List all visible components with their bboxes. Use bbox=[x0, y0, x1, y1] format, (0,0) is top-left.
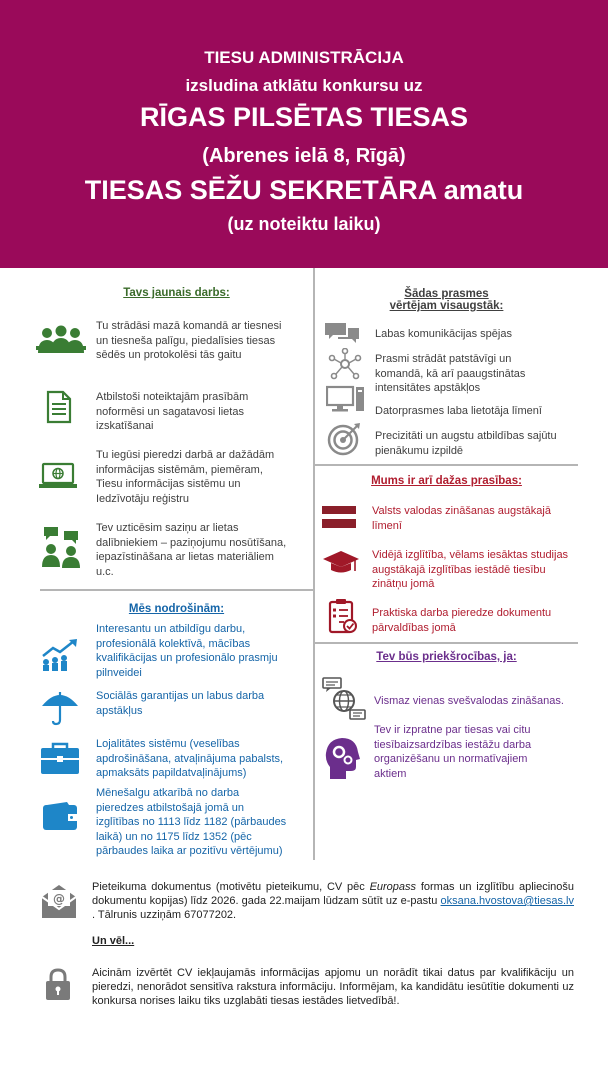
offer-item-3: Lojalitātes sistēmu (veselības apdrošināšana, atvaļinājuma pabalsts, apmaksāts papildatvaļinājums) bbox=[96, 738, 284, 779]
briefcase-icon bbox=[40, 741, 80, 780]
laptop-globe-icon bbox=[38, 462, 78, 495]
umbrella-icon bbox=[40, 688, 80, 731]
work-item-2: Atbilstoši noteiktajām prasībām noformēsi un sagatavosi lietas izskatīšanai bbox=[96, 391, 249, 432]
growth-chart-icon bbox=[40, 638, 80, 677]
header-address: (Abrenes ielā 8, Rīgā) bbox=[202, 145, 406, 167]
europass-term: Europass bbox=[369, 881, 417, 893]
work-item-3: Tu iegūsi pieredzi darbā ar dažādām informācijas sistēmām, piemēram, Tiesu informācijas sistēmu un Iedzīvotāju reģistru bbox=[96, 449, 275, 505]
requirements-item-1: Valsts valodas zināšanas augstākajā līmenī bbox=[372, 505, 551, 532]
conversation-icon bbox=[40, 525, 82, 574]
right-section-divider-2 bbox=[315, 642, 578, 644]
more-info-title: Un vēl... bbox=[92, 935, 135, 947]
header-announcement: izsludina atklātu konkursu uz bbox=[185, 76, 423, 95]
skills-item-4: Precizitāti un augstu atbildības sajūtu pienākumu izpildē bbox=[375, 430, 557, 457]
skills-item-2: Prasmi strādāt patstāvīgi un komandā, kā arī paaugstinātas intensitātes apstākļos bbox=[375, 353, 526, 394]
wallet-icon bbox=[42, 801, 78, 836]
requirements-section-title: Mums ir arī dažas prasības: bbox=[371, 475, 522, 487]
advantages-item-2: Tev ir izpratne par tiesas vai citu tiesībaizsardzības iestāžu darba organizēšanu un normatīvajiem aktiem bbox=[374, 724, 532, 780]
offer-item-4: Mēnešalgu atkarībā no darba pieredzes atbilstošajā jomā un izglītības no 1113 līdz 1182 (pārbaudes laikā) un no 1175 līdz 1352 (pēc pārbaudes laika ar pozitīvu vērtējumu) bbox=[96, 787, 287, 857]
svg-text:@: @ bbox=[53, 892, 65, 906]
languages-globe-icon bbox=[322, 677, 366, 726]
padlock-icon bbox=[44, 967, 72, 1006]
work-item-1: Tu strādāsi mazā komandā ar tiesnesi un tiesneša palīgu, piedalīsies tiesas sēdēs un protokolēsi tās gaitu bbox=[96, 320, 282, 361]
latvian-flag-icon bbox=[322, 506, 356, 533]
header-court-name: RĪGAS PILSĒTAS TIESAS bbox=[139, 102, 469, 132]
graduation-cap-icon bbox=[322, 549, 360, 580]
header-organization: TIESU ADMINISTRĀCIJA bbox=[204, 48, 404, 67]
target-icon bbox=[327, 422, 361, 461]
skills-item-1: Labas komunikācijas spējas bbox=[375, 328, 512, 340]
header-term: (uz noteiktu laiku) bbox=[227, 214, 381, 234]
skills-item-3: Datorprasmes laba lietotāja līmenī bbox=[375, 405, 542, 417]
header-banner bbox=[0, 0, 608, 268]
offer-section-title: Mēs nodrošinām: bbox=[128, 603, 225, 615]
team-icon bbox=[34, 325, 88, 362]
right-section-divider-1 bbox=[315, 464, 578, 466]
left-section-divider bbox=[40, 589, 313, 591]
network-icon bbox=[328, 348, 362, 385]
contact-email-link[interactable]: oksana.hvostova@tiesas.lv bbox=[440, 895, 574, 907]
head-gears-icon bbox=[324, 737, 360, 784]
advantages-section-title: Tev būs priekšrocības, ja: bbox=[376, 651, 517, 663]
application-instructions: Pieteikuma dokumentus (motivētu pieteikumu, CV pēc Europass formas un izglītību apliecinošu dokumentu kopijas) līdz 2026. gada 22.maijam lūdzam sūtīt uz e-pastu oksana.hvostova@tiesas.lv . Tālrunis uzziņām 67077202. bbox=[92, 881, 574, 921]
work-section-title: Tavs jaunais darbs: bbox=[123, 287, 230, 299]
document-icon bbox=[46, 390, 72, 429]
advantages-item-1: Vismaz vienas svešvalodas zināšanas. bbox=[374, 695, 564, 707]
skills-section-title: Šādas prasmes vērtējam visaugstāk: bbox=[389, 288, 504, 312]
offer-item-2: Sociālās garantijas un labus darba apstākļus bbox=[96, 690, 265, 717]
email-envelope-icon bbox=[40, 882, 78, 925]
offer-item-1: Interesantu un atbildīgu darbu, profesionālā kolektīvā, mācības kvalifikācijas un profesionālo prasmju pilnveidei bbox=[96, 623, 278, 679]
requirements-item-3: Praktiska darba pieredze dokumentu pārvaldības jomā bbox=[372, 607, 552, 634]
checklist-icon bbox=[328, 598, 358, 639]
header-position: TIESAS SĒŽU SEKRETĀRA amatu bbox=[84, 175, 524, 205]
column-divider bbox=[313, 268, 315, 860]
privacy-notice: Aicinām izvērtēt CV iekļaujamās informācijas apjomu un norādīt tikai datus par kvalifikāciju un pieredzi, nenorādot sensitīva rakstura informāciju. Informējam, ka kandidātu iesūtītie dokumenti uz konkursa norises laiku tiks uzglabāti tiesas iestādes lietvedībā!. bbox=[92, 967, 574, 1007]
work-item-4: Tev uzticēsim saziņu ar lietas dalībniekiem – paziņojumu nosūtīšana, iepazīstināšana ar lietas materiāliem u.c. bbox=[96, 522, 287, 578]
computer-icon bbox=[326, 385, 366, 418]
requirements-item-2: Vidējā izglītība, vēlams iesāktas studijas augstākajā izglītības iestādē tiesību zinātņu jomā bbox=[372, 549, 569, 590]
